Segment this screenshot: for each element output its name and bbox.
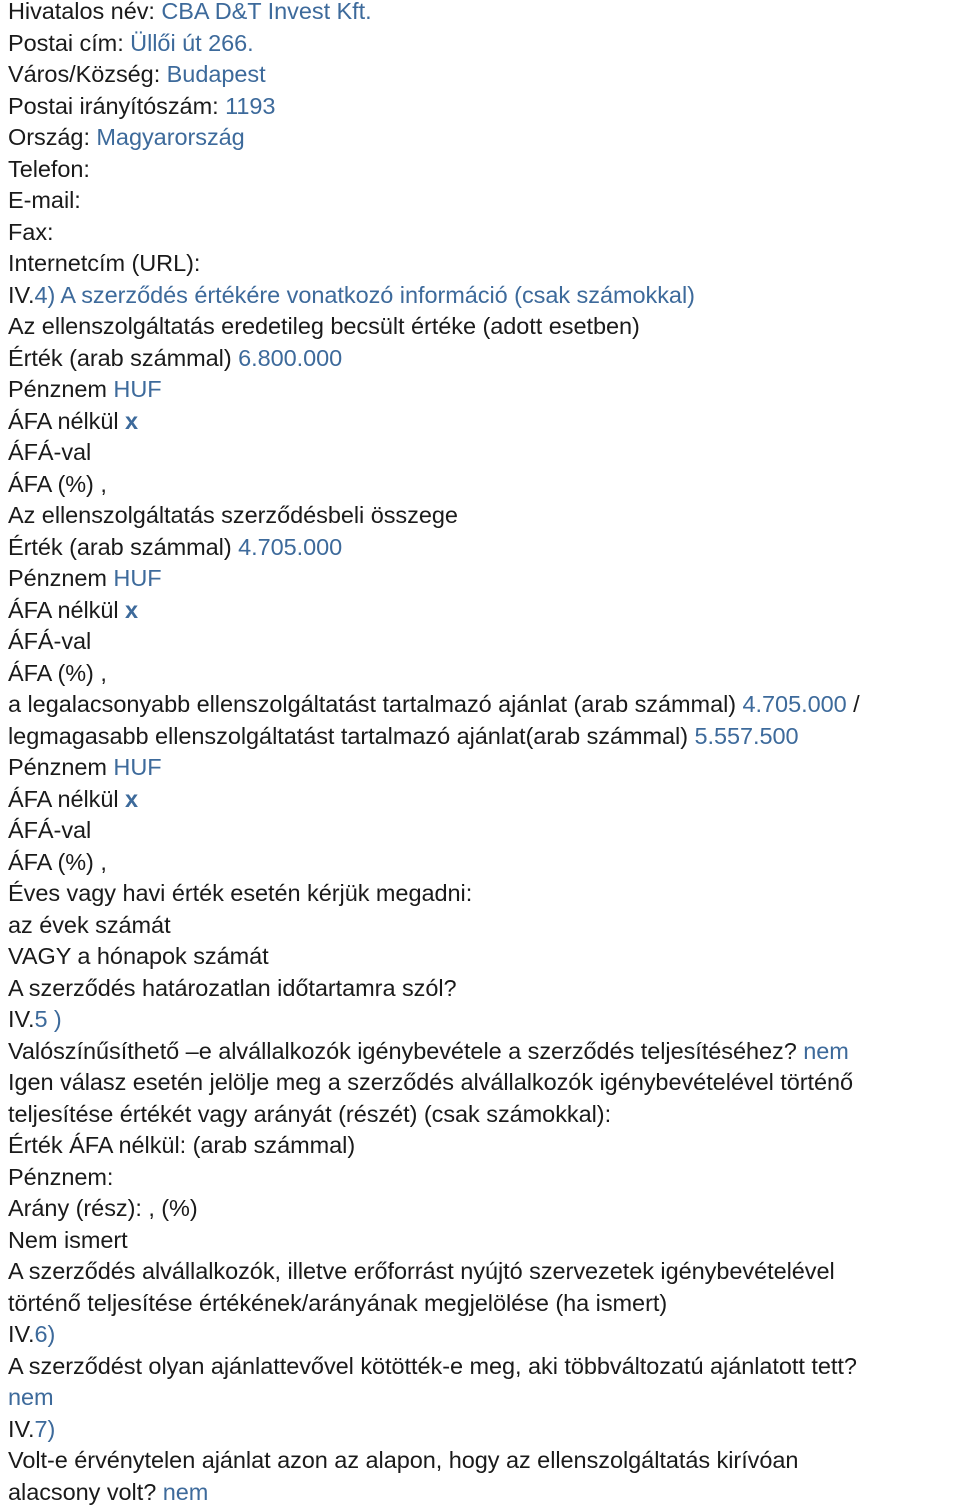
field-label: Érték (arab számmal) <box>8 534 238 560</box>
document-line <box>8 563 960 595</box>
document-line <box>8 973 960 1005</box>
field-label: Ország: <box>8 124 96 150</box>
field-label: alacsony volt? <box>8 1479 163 1505</box>
field-label: Fax: <box>8 219 54 245</box>
document-line <box>8 1004 960 1036</box>
field-label: ÁFÁ-val <box>8 439 91 465</box>
document-line <box>8 1319 960 1351</box>
field-label: ÁFA (%) , <box>8 471 107 497</box>
document-line <box>8 500 960 532</box>
field-value: Üllői út 266. <box>130 30 253 56</box>
field-label: ÁFA (%) , <box>8 660 107 686</box>
field-value: nem <box>803 1038 849 1064</box>
field-value: 1193 <box>225 93 275 119</box>
field-label: Internetcím (URL): <box>8 250 200 276</box>
document-line <box>8 815 960 847</box>
field-label: Az ellenszolgáltatás eredetileg becsült értéke (adott esetben) <box>8 313 640 339</box>
field-label: IV. <box>8 1006 34 1032</box>
document-line <box>8 248 960 280</box>
field-value: 6) <box>34 1321 55 1347</box>
field-value: 5 ) <box>34 1006 61 1032</box>
field-label: ÁFA nélkül <box>8 597 125 623</box>
field-label: IV. <box>8 1321 34 1347</box>
document-line <box>8 1477 960 1508</box>
document-line <box>8 847 960 879</box>
field-label: az évek számát <box>8 912 171 938</box>
document-line <box>8 878 960 910</box>
field-label: / <box>847 691 860 717</box>
document-line <box>8 595 960 627</box>
document-line <box>8 658 960 690</box>
field-label: Pénznem <box>8 754 113 780</box>
field-label: Arány (rész): , (%) <box>8 1195 198 1221</box>
field-label: történő teljesítése értékének/arányának megjelölése (ha ismert) <box>8 1290 667 1316</box>
field-label: Telefon: <box>8 156 90 182</box>
field-value: 4) A szerződés értékére vonatkozó információ (csak számokkal) <box>34 282 694 308</box>
document-line <box>8 1036 960 1068</box>
field-value: Magyarország <box>96 124 244 150</box>
field-label: IV. <box>8 282 34 308</box>
field-label: a legalacsonyabb ellenszolgáltatást tartalmazó ajánlat (arab számmal) <box>8 691 743 717</box>
field-value: HUF <box>113 754 161 780</box>
field-value: CBA D&T Invest Kft. <box>161 0 371 24</box>
document-line <box>8 28 960 60</box>
document-line <box>8 626 960 658</box>
field-label: ÁFA nélkül <box>8 408 125 434</box>
field-value: HUF <box>113 376 161 402</box>
field-label: teljesítése értékét vagy arányát (részét) (csak számokkal): <box>8 1101 611 1127</box>
document-line <box>8 154 960 186</box>
document-line <box>8 59 960 91</box>
document-line <box>8 469 960 501</box>
field-label: Igen válasz esetén jelölje meg a szerződés alvállalkozók igénybevételével történő <box>8 1069 853 1095</box>
field-label: A szerződés határozatlan időtartamra szól? <box>8 975 457 1001</box>
field-label: Hivatalos név: <box>8 0 161 24</box>
document-line <box>8 689 960 721</box>
document-line <box>8 1414 960 1446</box>
field-label: Érték (arab számmal) <box>8 345 238 371</box>
field-label: ÁFÁ-val <box>8 817 91 843</box>
field-label: ÁFA nélkül <box>8 786 125 812</box>
document-line <box>8 280 960 312</box>
field-value: x <box>125 408 138 434</box>
field-label: VAGY a hónapok számát <box>8 943 269 969</box>
document-line <box>8 91 960 123</box>
field-value: HUF <box>113 565 161 591</box>
field-label: Nem ismert <box>8 1227 128 1253</box>
document-line <box>8 0 960 28</box>
field-label: Pénznem: <box>8 1164 113 1190</box>
field-label: Postai cím: <box>8 30 130 56</box>
field-value: 6.800.000 <box>238 345 342 371</box>
document-line <box>8 1099 960 1131</box>
field-label: Érték ÁFA nélkül: (arab számmal) <box>8 1132 355 1158</box>
field-label: Postai irányítószám: <box>8 93 225 119</box>
document-line <box>8 1288 960 1320</box>
field-label: Valószínűsíthető –e alvállalkozók igénybevétele a szerződés teljesítéséhez? <box>8 1038 803 1064</box>
document-line <box>8 374 960 406</box>
field-label: IV. <box>8 1416 34 1442</box>
document-line <box>8 784 960 816</box>
document-line <box>8 1382 960 1414</box>
document-line <box>8 910 960 942</box>
document-line <box>8 217 960 249</box>
field-value: nem <box>8 1384 54 1410</box>
document-line <box>8 311 960 343</box>
field-label: Város/Község: <box>8 61 167 87</box>
field-value: 4.705.000 <box>743 691 847 717</box>
field-label: legmagasabb ellenszolgáltatást tartalmazó ajánlat(arab számmal) <box>8 723 694 749</box>
document-line <box>8 1193 960 1225</box>
field-value: x <box>125 786 138 812</box>
field-label: A szerződést olyan ajánlattevővel kötötték-e meg, aki többváltozatú ajánlatott tett? <box>8 1353 857 1379</box>
field-label: ÁFÁ-val <box>8 628 91 654</box>
document-line <box>8 532 960 564</box>
field-label: Az ellenszolgáltatás szerződésbeli összege <box>8 502 458 528</box>
document-line <box>8 1225 960 1257</box>
document-line <box>8 1351 960 1383</box>
field-value: 5.557.500 <box>694 723 798 749</box>
field-label: Éves vagy havi érték esetén kérjük megadni: <box>8 880 472 906</box>
document-line <box>8 122 960 154</box>
document-line <box>8 406 960 438</box>
field-label: A szerződés alvállalkozók, illetve erőforrást nyújtó szervezetek igénybevételével <box>8 1258 835 1284</box>
document-line <box>8 1162 960 1194</box>
document-line <box>8 185 960 217</box>
field-value: 4.705.000 <box>238 534 342 560</box>
field-value: x <box>125 597 138 623</box>
document-line <box>8 437 960 469</box>
field-label: Pénznem <box>8 565 113 591</box>
field-label: Pénznem <box>8 376 113 402</box>
document-line <box>8 721 960 753</box>
field-value: 7) <box>34 1416 55 1442</box>
document-line <box>8 1130 960 1162</box>
field-label: Volt-e érvénytelen ajánlat azon az alapon, hogy az ellenszolgáltatás kirívóan <box>8 1447 798 1473</box>
document-line <box>8 343 960 375</box>
document-line <box>8 1067 960 1099</box>
document-line <box>8 1256 960 1288</box>
field-label: ÁFA (%) , <box>8 849 107 875</box>
field-label: E-mail: <box>8 187 81 213</box>
document-line <box>8 941 960 973</box>
document-line <box>8 1445 960 1477</box>
document-line <box>8 752 960 784</box>
field-value: nem <box>163 1479 209 1505</box>
field-value: Budapest <box>167 61 266 87</box>
